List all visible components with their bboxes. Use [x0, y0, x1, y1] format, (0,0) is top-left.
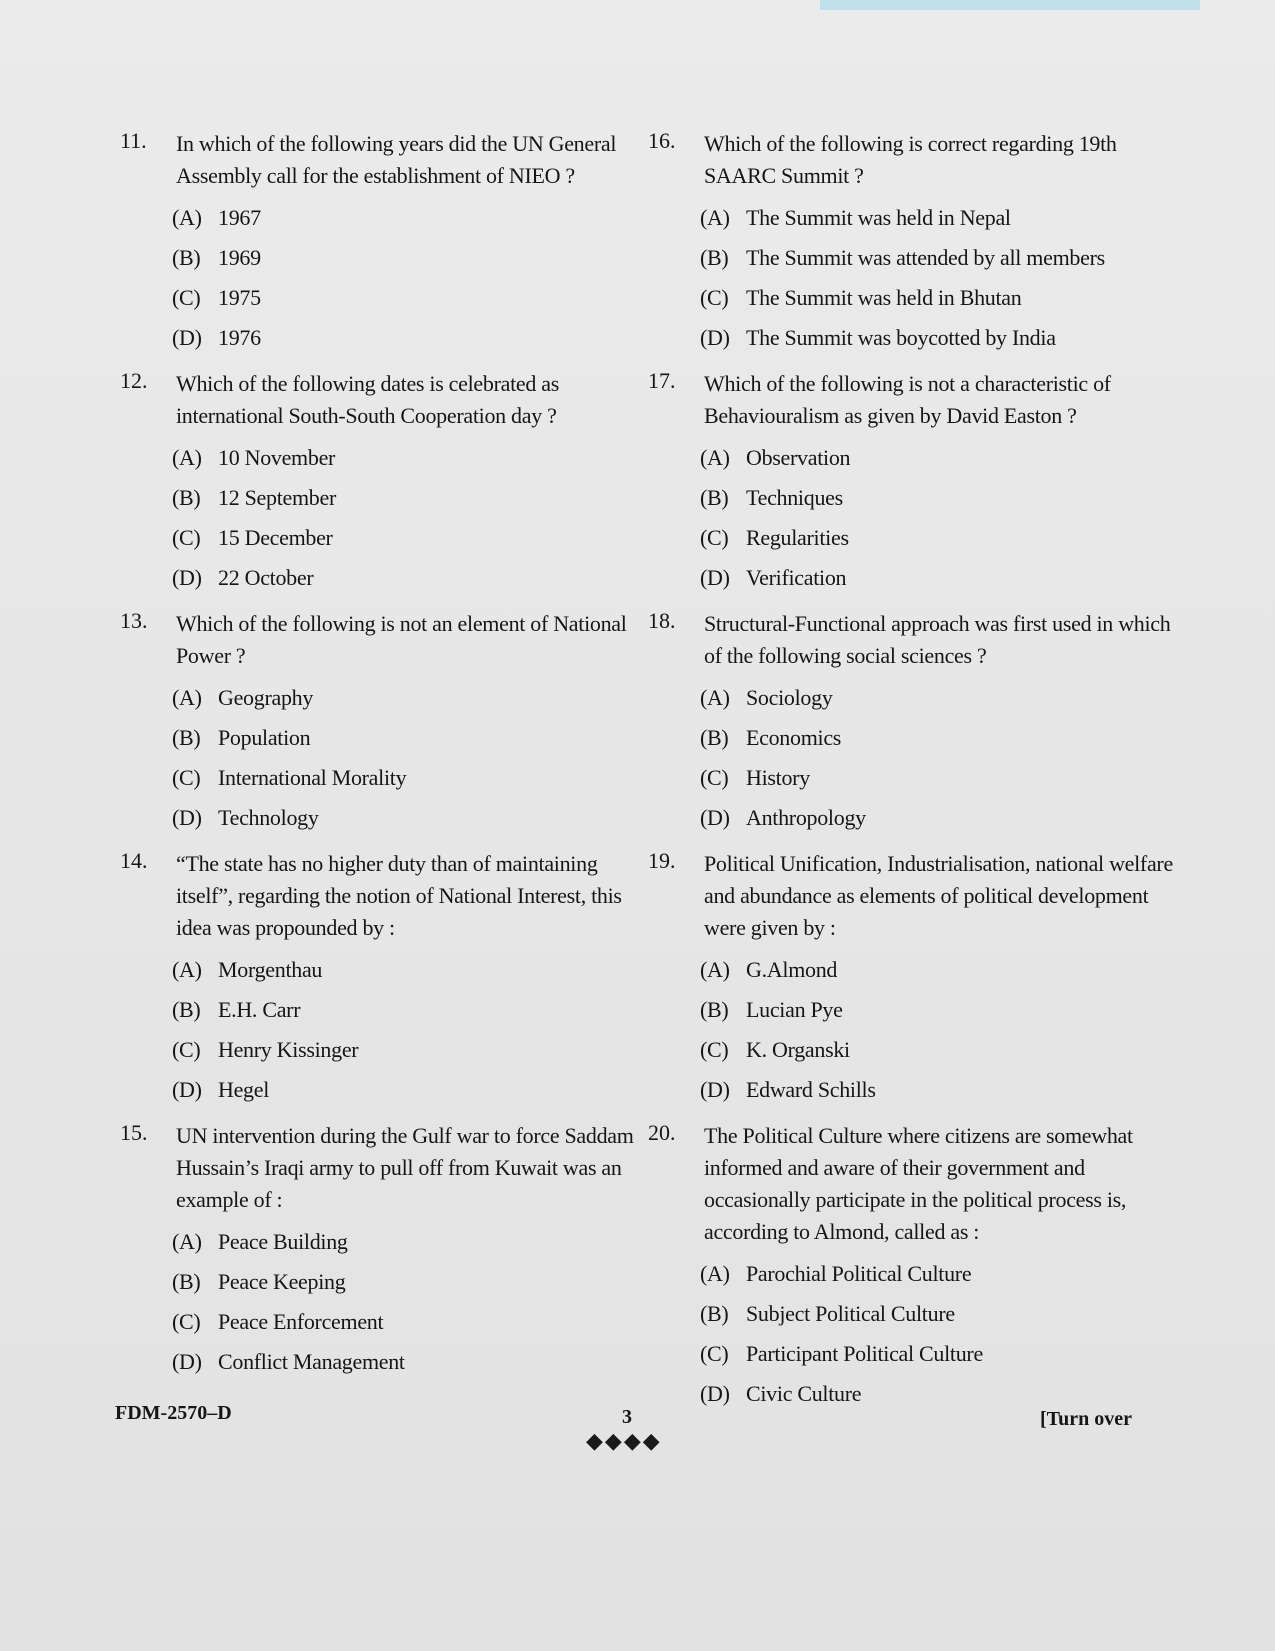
paper-code: FDM-2570–D	[115, 1402, 232, 1424]
option-list	[120, 950, 640, 1110]
option-label: (D)	[172, 805, 202, 830]
answer-option	[172, 1262, 640, 1302]
turn-over-note: [Turn over	[1040, 1408, 1133, 1430]
option-list	[120, 438, 640, 598]
option-label: (B)	[700, 997, 729, 1022]
option-label: (B)	[172, 725, 201, 750]
option-text: Henry Kissinger	[218, 1037, 359, 1062]
answer-option	[172, 318, 640, 358]
option-label: (C)	[700, 1037, 729, 1062]
question	[120, 608, 640, 838]
option-label: (D)	[172, 565, 202, 590]
question-number: 11.	[120, 128, 147, 153]
option-text: Edward Schills	[746, 1077, 876, 1102]
option-label: (A)	[172, 685, 202, 710]
option-text: Anthropology	[746, 805, 866, 830]
answer-option	[172, 238, 640, 278]
option-text: Population	[218, 725, 311, 750]
option-label: (D)	[700, 1381, 730, 1406]
option-list	[648, 1254, 1188, 1414]
answer-option	[172, 1302, 640, 1342]
question	[648, 848, 1188, 1110]
option-label: (B)	[700, 485, 729, 510]
option-text: Sociology	[746, 685, 833, 710]
question	[648, 128, 1188, 358]
option-text: The Summit was held in Nepal	[746, 205, 1011, 230]
question-number: 14.	[120, 848, 148, 873]
option-label: (C)	[172, 285, 201, 310]
option-label: (A)	[172, 957, 202, 982]
option-label: (A)	[700, 205, 730, 230]
answer-option	[700, 758, 1188, 798]
option-list	[120, 198, 640, 358]
question-text: Which of the following is correct regarding 19th SAARC Summit ?	[704, 131, 1117, 188]
answer-option	[700, 438, 1188, 478]
option-text: K. Organski	[746, 1037, 850, 1062]
option-text: 1975	[218, 285, 261, 310]
question-number: 12.	[120, 368, 148, 393]
answer-option	[172, 478, 640, 518]
answer-option	[700, 238, 1188, 278]
option-label: (D)	[172, 325, 202, 350]
option-label: (C)	[700, 285, 729, 310]
option-text: Techniques	[746, 485, 843, 510]
answer-option	[172, 798, 640, 838]
option-label: (C)	[700, 765, 729, 790]
option-text: International Morality	[218, 765, 407, 790]
diamond-ornament-icon: ◆◆◆◆	[586, 1428, 662, 1453]
option-label: (B)	[700, 725, 729, 750]
scan-edge-strip	[820, 0, 1200, 10]
option-label: (D)	[700, 1077, 730, 1102]
option-text: 10 November	[218, 445, 336, 470]
option-label: (C)	[700, 525, 729, 550]
option-list	[648, 438, 1188, 598]
option-label: (B)	[172, 485, 201, 510]
option-list	[120, 678, 640, 838]
option-text: 1976	[218, 325, 261, 350]
option-text: Verification	[746, 565, 847, 590]
answer-option	[172, 438, 640, 478]
answer-option	[700, 678, 1188, 718]
option-text: The Summit was boycotted by India	[746, 325, 1056, 350]
option-text: Peace Enforcement	[218, 1309, 384, 1334]
question-text: Political Unification, Industrialisation, national welfare and abundance as elements of political development were given by :	[704, 851, 1173, 940]
question-text: “The state has no higher duty than of maintaining itself”, regarding the notion of National Interest, this idea was propounded by :	[176, 851, 622, 940]
answer-option	[700, 278, 1188, 318]
option-text: 1969	[218, 245, 261, 270]
option-label: (A)	[172, 205, 202, 230]
option-label: (A)	[172, 445, 202, 470]
question-text: Which of the following is not a characteristic of Behaviouralism as given by David Easton ?	[704, 371, 1111, 428]
answer-option	[700, 518, 1188, 558]
option-text: Lucian Pye	[746, 997, 843, 1022]
question	[120, 848, 640, 1110]
option-label: (A)	[700, 957, 730, 982]
answer-option	[700, 1294, 1188, 1334]
option-label: (C)	[172, 765, 201, 790]
option-text: G.Almond	[746, 957, 838, 982]
question	[120, 128, 640, 358]
option-text: Subject Political Culture	[746, 1301, 955, 1326]
option-text: E.H. Carr	[218, 997, 301, 1022]
option-label: (C)	[172, 525, 201, 550]
answer-option	[172, 758, 640, 798]
question	[648, 608, 1188, 838]
option-text: Peace Keeping	[218, 1269, 346, 1294]
answer-option	[172, 990, 640, 1030]
answer-option	[172, 278, 640, 318]
option-text: 12 September	[218, 485, 336, 510]
question-number: 13.	[120, 608, 148, 633]
answer-option	[172, 1222, 640, 1262]
question-number: 18.	[648, 608, 676, 633]
option-label: (A)	[700, 1261, 730, 1286]
answer-option	[700, 950, 1188, 990]
question	[120, 368, 640, 598]
answer-option	[172, 718, 640, 758]
answer-option	[700, 990, 1188, 1030]
answer-option	[172, 1030, 640, 1070]
answer-option	[700, 1334, 1188, 1374]
option-label: (B)	[172, 245, 201, 270]
answer-option	[172, 1070, 640, 1110]
question-text: Which of the following is not an element of National Power ?	[176, 611, 627, 668]
option-text: Parochial Political Culture	[746, 1261, 972, 1286]
option-text: The Summit was attended by all members	[746, 245, 1105, 270]
option-label: (B)	[700, 245, 729, 270]
option-text: 22 October	[218, 565, 314, 590]
option-text: Geography	[218, 685, 314, 710]
option-label: (A)	[700, 685, 730, 710]
option-text: 15 December	[218, 525, 333, 550]
option-label: (B)	[172, 997, 201, 1022]
option-label: (C)	[700, 1341, 729, 1366]
option-text: History	[746, 765, 810, 790]
answer-option	[700, 798, 1188, 838]
question	[648, 368, 1188, 598]
option-label: (D)	[700, 325, 730, 350]
question-text: Which of the following dates is celebrated as international South-South Cooperation day ?	[176, 371, 559, 428]
option-text: 1967	[218, 205, 261, 230]
answer-option	[700, 1030, 1188, 1070]
option-label: (C)	[172, 1037, 201, 1062]
option-list	[648, 198, 1188, 358]
answer-option	[172, 678, 640, 718]
answer-option	[700, 1254, 1188, 1294]
question-number: 19.	[648, 848, 676, 873]
answer-option	[700, 558, 1188, 598]
option-text: Observation	[746, 445, 851, 470]
option-text: Conflict Management	[218, 1349, 405, 1374]
option-label: (D)	[172, 1077, 202, 1102]
option-text: Hegel	[218, 1077, 270, 1102]
question-number: 16.	[648, 128, 676, 153]
option-text: Economics	[746, 725, 842, 750]
question-number: 17.	[648, 368, 676, 393]
answer-option	[172, 950, 640, 990]
option-list	[120, 1222, 640, 1382]
answer-option	[172, 1342, 640, 1382]
question-text: The Political Culture where citizens are somewhat informed and aware of their government and occasionally participate in the political process is, according to Almond, called as :	[704, 1123, 1133, 1244]
question-text: UN intervention during the Gulf war to force Saddam Hussain’s Iraqi army to pull off from Kuwait was an example of :	[176, 1123, 634, 1212]
question	[648, 1120, 1188, 1414]
question-text: Structural-Functional approach was first used in which of the following social sciences ?	[704, 611, 1171, 668]
option-text: The Summit was held in Bhutan	[746, 285, 1022, 310]
option-list	[648, 950, 1188, 1110]
option-label: (D)	[172, 1349, 202, 1374]
question-text: In which of the following years did the UN General Assembly call for the establishment of NIEO ?	[176, 131, 617, 188]
option-text: Civic Culture	[746, 1381, 862, 1406]
option-label: (D)	[700, 565, 730, 590]
option-text: Participant Political Culture	[746, 1341, 983, 1366]
option-label: (B)	[700, 1301, 729, 1326]
question	[120, 1120, 640, 1382]
right-column	[648, 128, 1188, 1424]
question-number: 15.	[120, 1120, 148, 1145]
option-text: Morgenthau	[218, 957, 323, 982]
option-list	[648, 678, 1188, 838]
question-number: 20.	[648, 1120, 676, 1145]
option-label: (C)	[172, 1309, 201, 1334]
answer-option	[172, 198, 640, 238]
answer-option	[700, 478, 1188, 518]
option-label: (D)	[700, 805, 730, 830]
page-number: 3	[622, 1406, 632, 1428]
answer-option	[172, 558, 640, 598]
answer-option	[700, 198, 1188, 238]
answer-option	[700, 1070, 1188, 1110]
option-label: (A)	[700, 445, 730, 470]
option-text: Peace Building	[218, 1229, 348, 1254]
left-column	[120, 128, 640, 1392]
answer-option	[700, 718, 1188, 758]
option-text: Technology	[218, 805, 319, 830]
answer-option	[172, 518, 640, 558]
option-text: Regularities	[746, 525, 849, 550]
answer-option	[700, 318, 1188, 358]
option-label: (A)	[172, 1229, 202, 1254]
option-label: (B)	[172, 1269, 201, 1294]
